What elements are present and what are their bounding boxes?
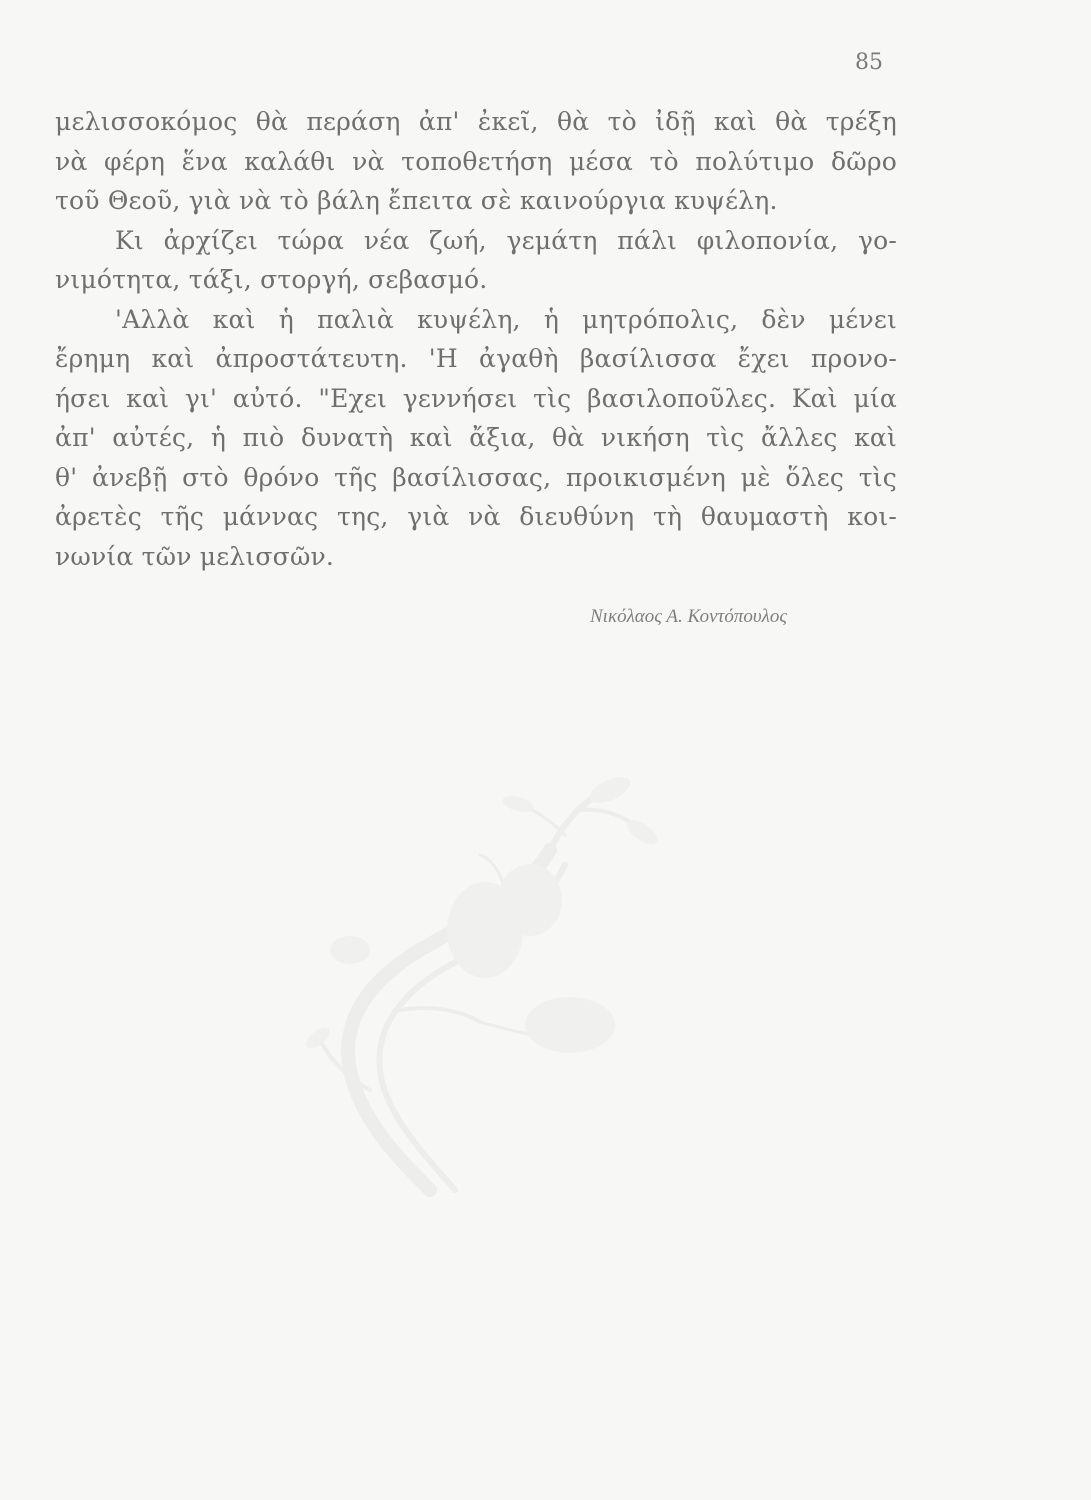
text-line: μελισσοκόμος θὰ περάση ἀπ' ἐκεῖ, θὰ τὸ ἰδῇ καὶ θὰ τρέξη bbox=[55, 107, 897, 136]
text-line: νὰ φέρη ἕνα καλάθι νὰ τοποθετήση μέσα τὸ πολύτιμο δῶρο bbox=[55, 146, 897, 176]
page-number: 85 bbox=[855, 50, 883, 75]
author-signature: Νικόλαος Α. Κοντόπουλος bbox=[590, 606, 788, 627]
text-line: Κι ἀρχίζει τώρα νέα ζωή, γεμάτη πάλι φιλοπονία, γο- bbox=[115, 225, 897, 255]
text-line: νωνία τῶν μελισσῶν. bbox=[55, 541, 335, 571]
text-line: θ' ἀνεβῇ στὸ θρόνο τῆς βασίλισσας, προικισμένη μὲ ὅλες τὶς bbox=[55, 462, 897, 492]
text-line: τοῦ Θεοῦ, γιὰ νὰ τὸ βάλη ἔπειτα σὲ καινούργια κυψέλη. bbox=[55, 186, 778, 215]
text-line: 'Αλλὰ καὶ ἡ παλιὰ κυψέλη, ἡ μητρόπολις, δὲν μένει bbox=[115, 304, 897, 334]
text-line: ἀπ' αὐτές, ἡ πιὸ δυνατὴ καὶ ἄξια, θὰ νικήση τὶς ἄλλες καὶ bbox=[55, 423, 897, 452]
tree-with-beehive-icon bbox=[280, 760, 800, 1200]
text-line: ήσει καὶ γι' αὐτό. "Εχει γεννήσει τὶς βασιλοποῦλες. Καὶ μία bbox=[55, 383, 897, 413]
text-line: ἀρετὲς τῆς μάννας της, γιὰ νὰ διευθύνη τὴ θαυμαστὴ κοι- bbox=[55, 502, 897, 531]
body-text bbox=[55, 102, 897, 576]
text-line: ἔρημη καὶ ἀπροστάτευτη. 'Η ἀγαθὴ βασίλισσα ἔχει προνο- bbox=[55, 344, 897, 373]
text-line: νιμότητα, τάξι, στοργή, σεβασμό. bbox=[55, 265, 488, 294]
